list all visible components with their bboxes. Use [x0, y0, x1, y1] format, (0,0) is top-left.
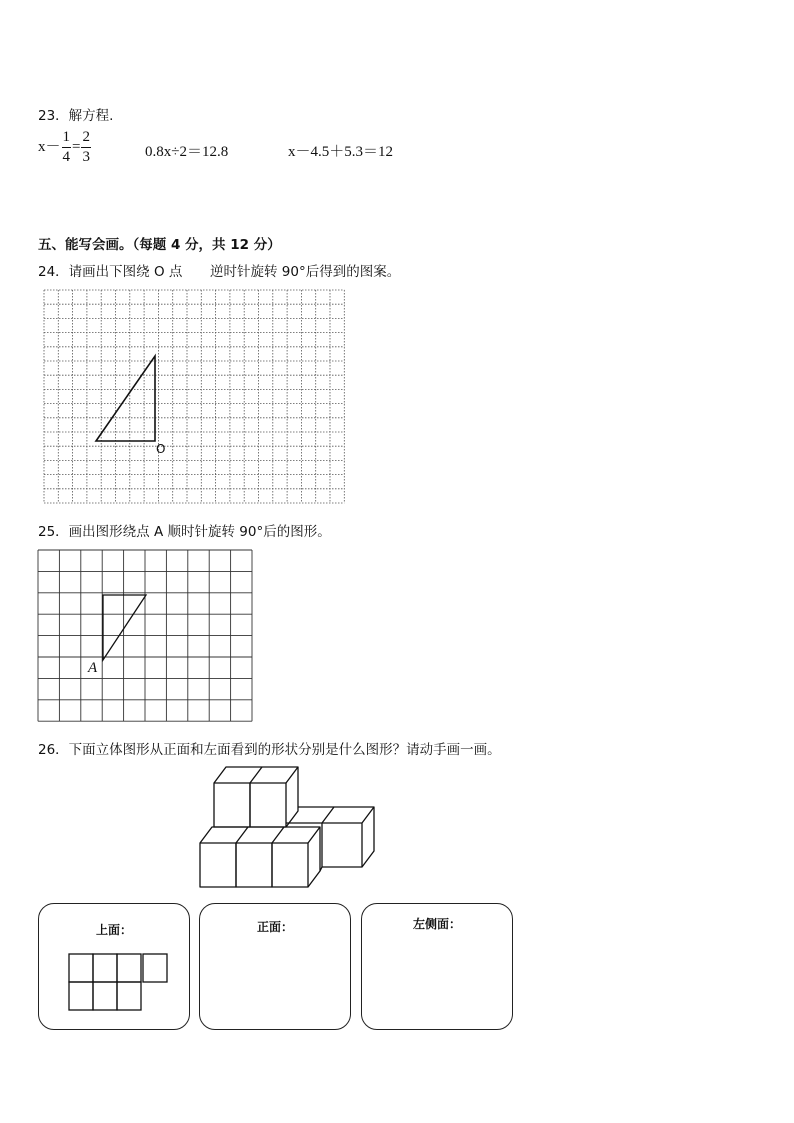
section-5-title: 五、能写会画。（每题 4 分，共 12 分）	[38, 237, 281, 253]
eq1-lhs: x－	[38, 138, 61, 155]
q26-text: 26．下面立体图形从正面和左面看到的形状分别是什么图形？请动手画一画。	[38, 742, 501, 758]
q23-equation-3: x－4.5＋5.3＝12	[288, 144, 394, 160]
q24-point-o-label: O	[156, 442, 166, 456]
q24-text-part1: 24．请画出下图绕 O 点	[38, 264, 183, 280]
box-left-view-title: 左侧面：	[412, 917, 461, 931]
q25-grid	[38, 550, 256, 724]
q25-point-a-label: A	[88, 660, 98, 676]
q23-equation-2: 0.8x÷2＝12.8	[145, 144, 229, 160]
q23-heading: 23．解方程.	[38, 108, 114, 124]
q24-dotted-grid	[44, 290, 345, 504]
frac1-denominator: 4	[62, 149, 71, 165]
box-front-view-title: 正面：	[256, 920, 293, 934]
box-top-view-title: 上面：	[95, 923, 132, 937]
frac1-numerator: 1	[62, 130, 72, 148]
eq1-equals: =	[72, 138, 81, 155]
frac2-denominator: 3	[82, 149, 90, 165]
q25-triangle	[103, 595, 146, 660]
q23-equation-1	[38, 130, 92, 165]
top-view-drawing	[69, 954, 169, 1014]
q24-text-part2: 逆时针旋转 90°后得到的图案。	[210, 264, 401, 280]
q26-cube-stack	[190, 760, 390, 895]
frac2-numerator: 2	[81, 130, 91, 148]
fraction-two-thirds	[81, 130, 91, 165]
fraction-one-quarter	[62, 130, 72, 165]
q24-triangle	[96, 356, 155, 441]
q25-text: 25．画出图形绕点 A 顺时针旋转 90°后的图形。	[38, 524, 331, 540]
box-left-view[interactable]	[361, 903, 513, 1030]
box-top-view[interactable]	[38, 903, 190, 1030]
box-front-view[interactable]	[199, 903, 351, 1030]
